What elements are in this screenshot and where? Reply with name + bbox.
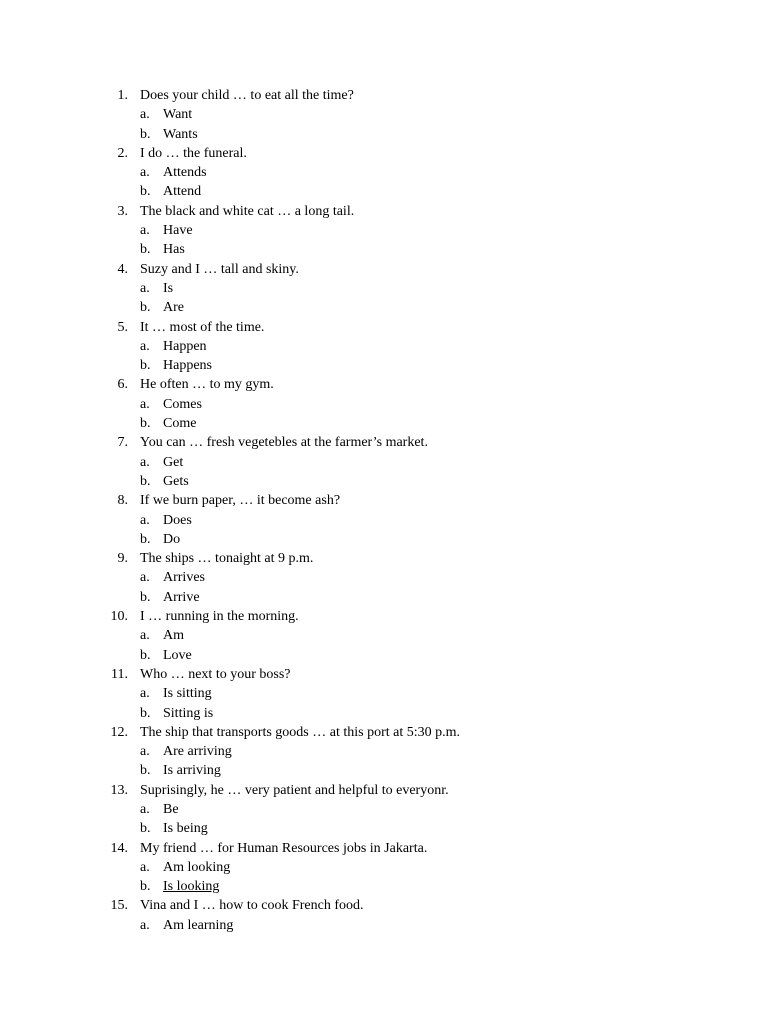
- option-letter: a.: [140, 107, 150, 123]
- option-text: Do: [163, 531, 181, 547]
- option-letter: b.: [140, 589, 151, 605]
- option-letter: b.: [140, 531, 151, 547]
- option-text: Are: [163, 300, 184, 316]
- option-letter: a.: [140, 280, 150, 296]
- option-letter: b.: [140, 126, 151, 142]
- option-letter: b.: [140, 647, 151, 663]
- option-letter: b.: [140, 416, 151, 432]
- quiz-list: [0, 86, 768, 935]
- question-text: The black and white cat … a long tail.: [140, 203, 355, 219]
- option-text: Has: [163, 242, 185, 258]
- option-text: Get: [163, 454, 184, 470]
- option-row: [0, 858, 768, 877]
- option-letter: b.: [140, 763, 151, 779]
- option-text: Be: [163, 801, 179, 817]
- question-text: Does your child … to eat all the time?: [140, 88, 354, 103]
- option-row: [0, 800, 768, 819]
- option-letter: b.: [140, 184, 151, 200]
- option-row: [0, 395, 768, 414]
- option-letter: a.: [140, 570, 150, 586]
- option-row: [0, 742, 768, 761]
- question-number: 11.: [111, 666, 128, 682]
- question-number: 4.: [117, 261, 128, 277]
- question-text: The ship that transports goods … at this port at 5:30 p.m.: [140, 724, 461, 740]
- option-letter: b.: [140, 879, 151, 895]
- option-letter: a.: [140, 744, 150, 760]
- option-row: [0, 568, 768, 587]
- option-row: [0, 163, 768, 182]
- question-row: [0, 491, 768, 510]
- option-text: Happen: [163, 338, 207, 354]
- question-text: My friend … for Human Resources jobs in Jakarta.: [140, 840, 428, 856]
- option-text: Come: [163, 416, 197, 432]
- option-row: [0, 356, 768, 375]
- question-number: 8.: [117, 493, 128, 509]
- question-text: You can … fresh vegetebles at the farmer’s market.: [140, 435, 428, 451]
- option-text: Gets: [163, 473, 189, 489]
- option-row: [0, 337, 768, 356]
- option-text: Love: [163, 647, 192, 663]
- option-row: [0, 105, 768, 124]
- question-row: [0, 723, 768, 742]
- question-text: If we burn paper, … it become ash?: [140, 493, 341, 509]
- question-text: The ships … tonaight at 9 p.m.: [140, 551, 314, 567]
- question-text: Vina and I … how to cook French food.: [140, 898, 364, 914]
- question-row: [0, 839, 768, 858]
- question-number: 7.: [117, 435, 128, 451]
- option-row: [0, 877, 768, 896]
- question-row: [0, 433, 768, 452]
- question-row: [0, 144, 768, 163]
- option-row: [0, 414, 768, 433]
- question-number: 14.: [110, 840, 128, 856]
- option-row: [0, 916, 768, 935]
- option-letter: a.: [140, 454, 150, 470]
- option-letter: a.: [140, 165, 150, 181]
- question-row: [0, 896, 768, 915]
- option-text: Have: [163, 223, 193, 239]
- question-text: Who … next to your boss?: [140, 666, 291, 682]
- option-text: Attends: [163, 165, 207, 181]
- option-letter: b.: [140, 242, 151, 258]
- question-text: It … most of the time.: [140, 319, 265, 335]
- question-row: [0, 86, 768, 105]
- question-text: I do … the funeral.: [140, 145, 247, 161]
- option-text: Is arriving: [163, 763, 221, 779]
- option-row: [0, 511, 768, 530]
- option-row: [0, 684, 768, 703]
- question-number: 1.: [117, 88, 128, 103]
- option-row: [0, 221, 768, 240]
- option-text: Sitting is: [163, 705, 214, 721]
- question-number: 5.: [117, 319, 128, 335]
- option-text: Is: [163, 280, 174, 296]
- option-text: Attend: [163, 184, 202, 200]
- option-letter: a.: [140, 686, 150, 702]
- question-number: 6.: [117, 377, 128, 393]
- option-letter: a.: [140, 396, 150, 412]
- option-text: Am: [163, 628, 184, 644]
- option-letter: a.: [140, 801, 150, 817]
- option-row: [0, 704, 768, 723]
- option-text: Arrives: [163, 570, 205, 586]
- option-row: [0, 646, 768, 665]
- option-row: [0, 182, 768, 201]
- option-text: Is looking: [163, 879, 220, 895]
- option-text: Is sitting: [163, 686, 212, 702]
- question-text: Suprisingly, he … very patient and helpful to everyonr.: [140, 782, 449, 798]
- option-text: Comes: [163, 396, 202, 412]
- option-letter: a.: [140, 223, 150, 239]
- question-number: 10.: [110, 609, 128, 625]
- question-row: [0, 549, 768, 568]
- option-row: [0, 588, 768, 607]
- question-text: Suzy and I … tall and skiny.: [140, 261, 299, 277]
- option-row: [0, 298, 768, 317]
- question-row: [0, 781, 768, 800]
- option-text: Arrive: [163, 589, 200, 605]
- option-text: Am learning: [163, 917, 234, 933]
- question-text: I … running in the morning.: [140, 609, 299, 625]
- option-text: Does: [163, 512, 192, 528]
- option-letter: a.: [140, 338, 150, 354]
- question-row: [0, 260, 768, 279]
- option-row: [0, 472, 768, 491]
- question-row: [0, 375, 768, 394]
- option-letter: b.: [140, 300, 151, 316]
- question-row: [0, 607, 768, 626]
- question-number: 2.: [117, 145, 128, 161]
- question-row: [0, 665, 768, 684]
- option-text: Wants: [163, 126, 198, 142]
- option-text: Are arriving: [163, 744, 232, 760]
- option-row: [0, 819, 768, 838]
- question-number: 9.: [117, 551, 128, 567]
- option-letter: a.: [140, 859, 150, 875]
- option-letter: b.: [140, 705, 151, 721]
- option-row: [0, 125, 768, 144]
- option-row: [0, 453, 768, 472]
- option-text: Is being: [163, 821, 208, 837]
- option-row: [0, 626, 768, 645]
- question-number: 12.: [110, 724, 128, 740]
- option-letter: b.: [140, 358, 151, 374]
- question-text: He often … to my gym.: [140, 377, 274, 393]
- option-letter: a.: [140, 628, 150, 644]
- option-row: [0, 279, 768, 298]
- option-text: Want: [163, 107, 193, 123]
- option-text: Am looking: [163, 859, 231, 875]
- option-letter: b.: [140, 821, 151, 837]
- option-row: [0, 530, 768, 549]
- option-letter: b.: [140, 473, 151, 489]
- question-number: 13.: [110, 782, 128, 798]
- question-number: 15.: [110, 898, 128, 914]
- option-row: [0, 761, 768, 780]
- question-row: [0, 202, 768, 221]
- question-row: [0, 318, 768, 337]
- option-row: [0, 240, 768, 259]
- option-letter: a.: [140, 512, 150, 528]
- question-number: 3.: [117, 203, 128, 219]
- option-letter: a.: [140, 917, 150, 933]
- option-text: Happens: [163, 358, 212, 374]
